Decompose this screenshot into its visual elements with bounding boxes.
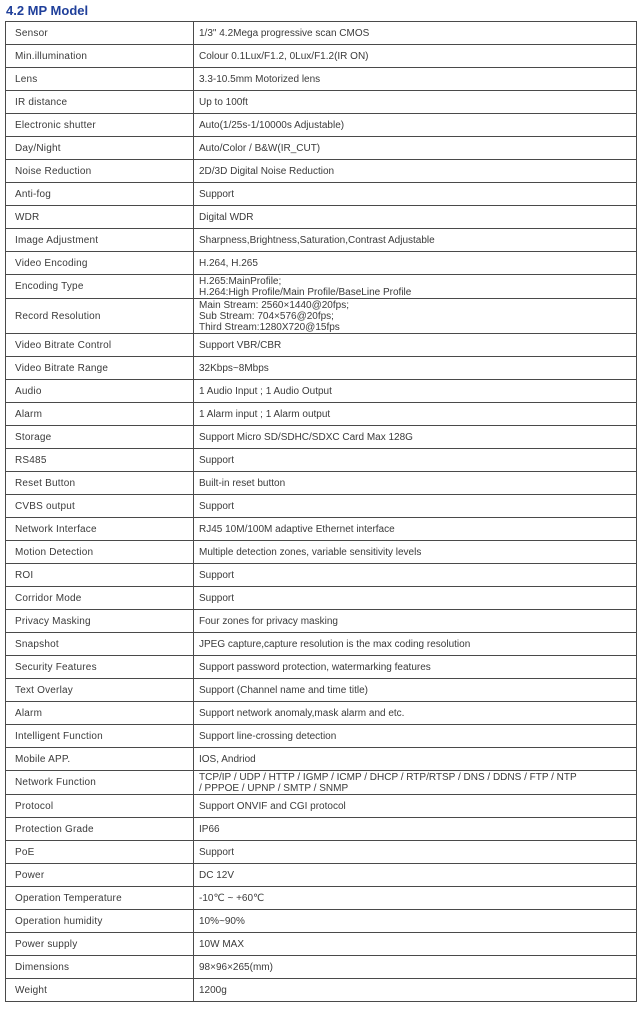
spec-value xyxy=(194,841,637,864)
spec-label: Sensor xyxy=(6,22,194,45)
table-row xyxy=(6,725,637,748)
spec-label: Alarm xyxy=(6,702,194,725)
table-row xyxy=(6,426,637,449)
spec-value-line: Third Stream:1280X720@15fps xyxy=(199,321,340,333)
table-row xyxy=(6,45,637,68)
table-row xyxy=(6,518,637,541)
spec-label: Mobile APP. xyxy=(6,748,194,771)
spec-value-line: Support network anomaly,mask alarm and etc. xyxy=(199,707,405,719)
table-row xyxy=(6,818,637,841)
table-row xyxy=(6,610,637,633)
spec-value-line: Auto(1/25s-1/10000s Adjustable) xyxy=(199,119,345,131)
spec-label: WDR xyxy=(6,206,194,229)
table-row xyxy=(6,841,637,864)
spec-value-line: Up to 100ft xyxy=(199,96,248,108)
spec-label: ROI xyxy=(6,564,194,587)
spec-label: Dimensions xyxy=(6,956,194,979)
table-row xyxy=(6,656,637,679)
table-row xyxy=(6,910,637,933)
table-row xyxy=(6,933,637,956)
spec-label: CVBS output xyxy=(6,495,194,518)
spec-label: Power xyxy=(6,864,194,887)
spec-label: IR distance xyxy=(6,91,194,114)
spec-value-line: Support Micro SD/SDHC/SDXC Card Max 128G xyxy=(199,431,413,443)
spec-label: Alarm xyxy=(6,403,194,426)
spec-value xyxy=(194,449,637,472)
spec-label: Video Bitrate Range xyxy=(6,357,194,380)
spec-value-line: Support xyxy=(199,454,235,466)
spec-value xyxy=(194,183,637,206)
spec-value xyxy=(194,656,637,679)
table-row xyxy=(6,587,637,610)
spec-value xyxy=(194,910,637,933)
spec-value-line: Support xyxy=(199,592,235,604)
spec-label: Storage xyxy=(6,426,194,449)
table-row xyxy=(6,137,637,160)
spec-value-line: Support ONVIF and CGI protocol xyxy=(199,800,346,812)
spec-label: Image Adjustment xyxy=(6,229,194,252)
spec-value-line: 32Kbps~8Mbps xyxy=(199,362,269,374)
spec-value xyxy=(194,633,637,656)
spec-value xyxy=(194,91,637,114)
spec-value-line: Support (Channel name and time title) xyxy=(199,684,368,696)
spec-value xyxy=(194,160,637,183)
table-row xyxy=(6,795,637,818)
spec-label: Record Resolution xyxy=(6,299,194,334)
spec-value xyxy=(194,252,637,275)
spec-value-line: IP66 xyxy=(199,823,220,835)
spec-value-line: 1/3" 4.2Mega progressive scan CMOS xyxy=(199,27,370,39)
spec-value xyxy=(194,771,637,795)
spec-value-line: H.264:High Profile/Main Profile/BaseLine Profile xyxy=(199,286,412,298)
spec-value-line: / PPPOE / UPNP / SMTP / SNMP xyxy=(199,782,349,794)
spec-value-line: 1 Audio Input ; 1 Audio Output xyxy=(199,385,332,397)
spec-value-line: Support xyxy=(199,500,235,512)
spec-value-line: Support xyxy=(199,846,235,858)
spec-label: Protocol xyxy=(6,795,194,818)
table-row xyxy=(6,183,637,206)
table-row xyxy=(6,956,637,979)
spec-value xyxy=(194,206,637,229)
spec-value xyxy=(194,403,637,426)
spec-value-line: 2D/3D Digital Noise Reduction xyxy=(199,165,335,177)
table-row xyxy=(6,160,637,183)
spec-value xyxy=(194,725,637,748)
table-row xyxy=(6,114,637,137)
spec-label: PoE xyxy=(6,841,194,864)
spec-label: Operation Temperature xyxy=(6,887,194,910)
spec-label: Privacy Masking xyxy=(6,610,194,633)
spec-value-line: Support xyxy=(199,188,235,200)
spec-label: Motion Detection xyxy=(6,541,194,564)
spec-label: Lens xyxy=(6,68,194,91)
spec-value xyxy=(194,979,637,1002)
spec-label: Intelligent Function xyxy=(6,725,194,748)
spec-value xyxy=(194,748,637,771)
table-row xyxy=(6,380,637,403)
table-row xyxy=(6,771,637,795)
spec-value xyxy=(194,933,637,956)
table-row xyxy=(6,702,637,725)
spec-label: Power supply xyxy=(6,933,194,956)
spec-value-line: Support xyxy=(199,569,235,581)
spec-value-line: RJ45 10M/100M adaptive Ethernet interface xyxy=(199,523,395,535)
table-row xyxy=(6,334,637,357)
table-row xyxy=(6,206,637,229)
spec-value-line: DC 12V xyxy=(199,869,235,881)
spec-label: Text Overlay xyxy=(6,679,194,702)
spec-value-line: 10%~90% xyxy=(199,915,245,927)
spec-value xyxy=(194,702,637,725)
spec-value-line: 3.3-10.5mm Motorized lens xyxy=(199,73,321,85)
spec-label: Video Bitrate Control xyxy=(6,334,194,357)
table-row xyxy=(6,887,637,910)
spec-value xyxy=(194,426,637,449)
spec-value xyxy=(194,956,637,979)
spec-value xyxy=(194,229,637,252)
table-row xyxy=(6,357,637,380)
spec-label: RS485 xyxy=(6,449,194,472)
table-row xyxy=(6,299,637,334)
spec-label: Network Interface xyxy=(6,518,194,541)
spec-value xyxy=(194,334,637,357)
spec-value-line: Digital WDR xyxy=(199,211,254,223)
spec-label: Encoding Type xyxy=(6,275,194,299)
spec-label: Operation humidity xyxy=(6,910,194,933)
table-row xyxy=(6,979,637,1002)
table-row xyxy=(6,633,637,656)
spec-label: Weight xyxy=(6,979,194,1002)
spec-label: Min.illumination xyxy=(6,45,194,68)
spec-value xyxy=(194,495,637,518)
spec-value xyxy=(194,137,637,160)
spec-label: Reset Button xyxy=(6,472,194,495)
spec-value xyxy=(194,114,637,137)
spec-label: Snapshot xyxy=(6,633,194,656)
spec-value xyxy=(194,887,637,910)
spec-value xyxy=(194,564,637,587)
spec-value xyxy=(194,587,637,610)
spec-value-line: Support VBR/CBR xyxy=(199,339,282,351)
spec-table xyxy=(5,21,637,1002)
spec-value-line: H.265:MainProfile; xyxy=(199,275,282,287)
spec-value xyxy=(194,795,637,818)
spec-value xyxy=(194,68,637,91)
spec-label: Security Features xyxy=(6,656,194,679)
spec-value xyxy=(194,472,637,495)
table-row xyxy=(6,748,637,771)
spec-value xyxy=(194,380,637,403)
spec-label: Corridor Mode xyxy=(6,587,194,610)
spec-label: Day/Night xyxy=(6,137,194,160)
spec-value-line: TCP/IP / UDP / HTTP / IGMP / ICMP / DHCP / RTP/RTSP / DNS / DDNS / FTP / NTP xyxy=(199,771,577,783)
spec-value-line: IOS, Andriod xyxy=(199,753,256,765)
spec-value xyxy=(194,357,637,380)
table-row xyxy=(6,472,637,495)
table-row xyxy=(6,864,637,887)
table-row xyxy=(6,495,637,518)
spec-label: Noise Reduction xyxy=(6,160,194,183)
spec-value-line: Support password protection, watermarking features xyxy=(199,661,431,673)
spec-value xyxy=(194,275,637,299)
spec-value-line: Support line-crossing detection xyxy=(199,730,337,742)
table-row xyxy=(6,541,637,564)
spec-value xyxy=(194,22,637,45)
table-row xyxy=(6,22,637,45)
spec-value-line: JPEG capture,capture resolution is the max coding resolution xyxy=(199,638,471,650)
table-row xyxy=(6,68,637,91)
spec-value xyxy=(194,518,637,541)
spec-value-line: 98×96×265(mm) xyxy=(199,961,273,973)
table-row xyxy=(6,449,637,472)
spec-value-line: Sub Stream: 704×576@20fps; xyxy=(199,310,334,322)
page-title: 4.2 MP Model xyxy=(6,3,89,18)
table-row xyxy=(6,403,637,426)
spec-label: Network Function xyxy=(6,771,194,795)
spec-label: Audio xyxy=(6,380,194,403)
table-row xyxy=(6,91,637,114)
spec-value-line: Sharpness,Brightness,Saturation,Contrast Adjustable xyxy=(199,234,435,246)
spec-value xyxy=(194,818,637,841)
table-row xyxy=(6,275,637,299)
spec-value-line: Multiple detection zones, variable sensitivity levels xyxy=(199,546,422,558)
spec-value-line: 1200g xyxy=(199,984,227,996)
spec-value-line: 10W MAX xyxy=(199,938,245,950)
spec-label: Video Encoding xyxy=(6,252,194,275)
table-row xyxy=(6,252,637,275)
spec-label: Electronic shutter xyxy=(6,114,194,137)
table-row xyxy=(6,229,637,252)
spec-value-line: Four zones for privacy masking xyxy=(199,615,338,627)
spec-label: Anti-fog xyxy=(6,183,194,206)
spec-value xyxy=(194,864,637,887)
spec-value-line: 1 Alarm input ; 1 Alarm output xyxy=(199,408,331,420)
spec-value-line: Auto/Color / B&W(IR_CUT) xyxy=(199,142,321,154)
spec-value-line: Built-in reset button xyxy=(199,477,286,489)
spec-value xyxy=(194,610,637,633)
spec-value xyxy=(194,541,637,564)
table-row xyxy=(6,564,637,587)
spec-value-line: H.264, H.265 xyxy=(199,257,258,269)
spec-value-line: Colour 0.1Lux/F1.2, 0Lux/F1.2(IR ON) xyxy=(199,50,369,62)
spec-value xyxy=(194,679,637,702)
spec-value xyxy=(194,45,637,68)
table-row xyxy=(6,679,637,702)
spec-value xyxy=(194,299,637,334)
spec-value-line: Main Stream: 2560×1440@20fps; xyxy=(199,299,349,311)
spec-value-line: -10℃ ~ +60℃ xyxy=(199,892,265,904)
spec-label: Protection Grade xyxy=(6,818,194,841)
